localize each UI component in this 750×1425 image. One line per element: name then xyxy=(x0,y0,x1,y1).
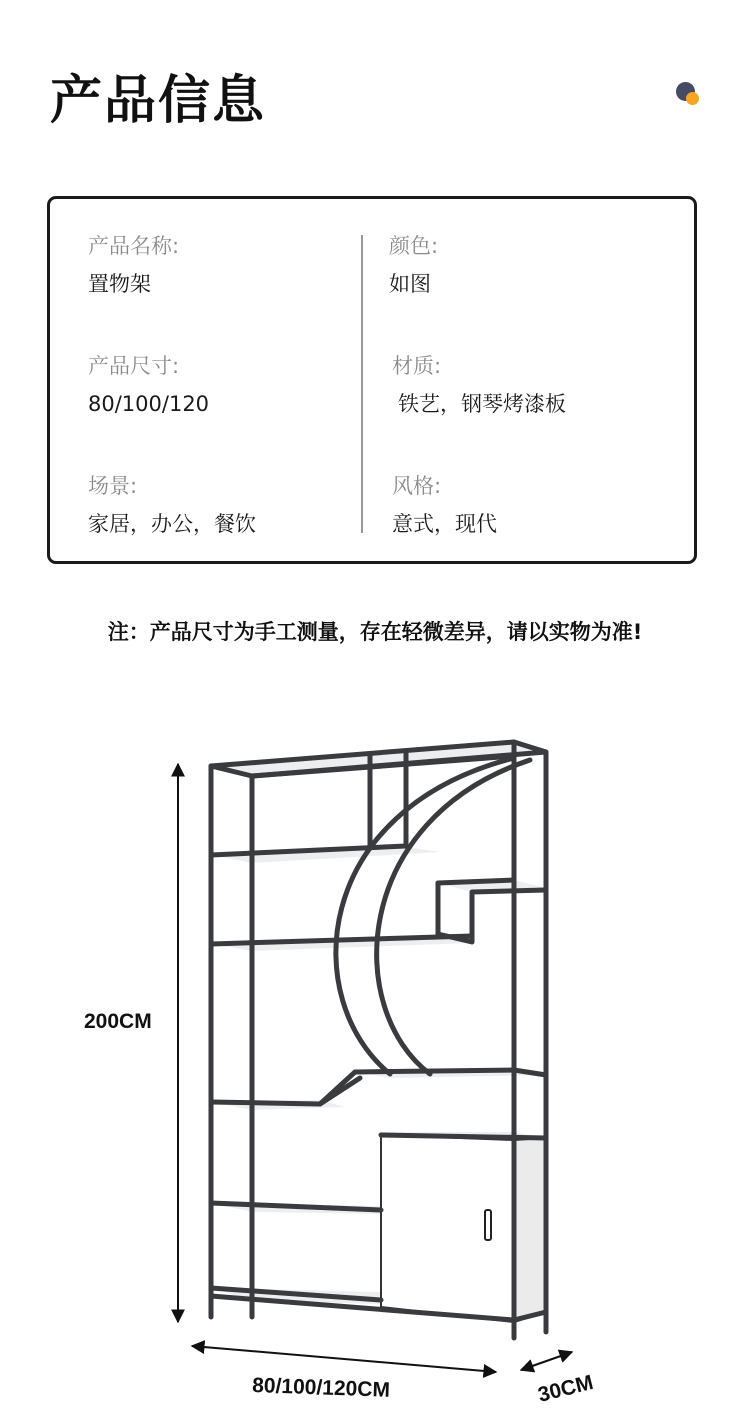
field-label: 产品尺寸: xyxy=(88,354,180,378)
field-label: 颜色: xyxy=(389,234,439,258)
field-value: 80/100/120 xyxy=(88,392,210,416)
width-arrow xyxy=(192,1346,496,1372)
field-label: 风格: xyxy=(392,474,442,498)
depth-arrow xyxy=(521,1352,572,1370)
field-product-name xyxy=(88,233,179,297)
field-material xyxy=(392,353,566,417)
page-title: 产品信息 xyxy=(50,71,267,131)
field-value: 如图 xyxy=(389,272,431,296)
field-label: 材质: xyxy=(392,354,442,378)
logo-dots-icon xyxy=(676,82,702,108)
shelf-illustration xyxy=(211,742,546,1338)
field-value: 铁艺，钢琴烤漆板 xyxy=(398,392,566,416)
field-value: 意式，现代 xyxy=(392,512,497,536)
field-scene xyxy=(88,473,256,537)
width-label: 80/100/120CM xyxy=(251,1374,391,1402)
product-info-card xyxy=(47,196,697,564)
field-label: 产品名称: xyxy=(88,234,180,258)
field-product-size xyxy=(88,353,209,417)
cabinet-handle xyxy=(485,1210,491,1240)
card-divider xyxy=(361,235,363,533)
field-value: 置物架 xyxy=(88,272,151,296)
cabinet-front xyxy=(381,1135,514,1322)
logo-dot-accent xyxy=(686,92,699,105)
shelf-dimension-diagram xyxy=(0,700,750,1425)
cabinet-side xyxy=(514,1138,546,1322)
field-style xyxy=(392,473,497,537)
depth-label: 30CM xyxy=(535,1370,596,1407)
field-color xyxy=(389,233,438,297)
field-label: 场景: xyxy=(88,474,138,498)
height-label: 200CM xyxy=(84,1010,152,1033)
measurement-note: 注：产品尺寸为手工测量，存在轻微差异，请以实物为准! xyxy=(107,620,643,644)
field-value: 家居，办公，餐饮 xyxy=(88,512,256,536)
